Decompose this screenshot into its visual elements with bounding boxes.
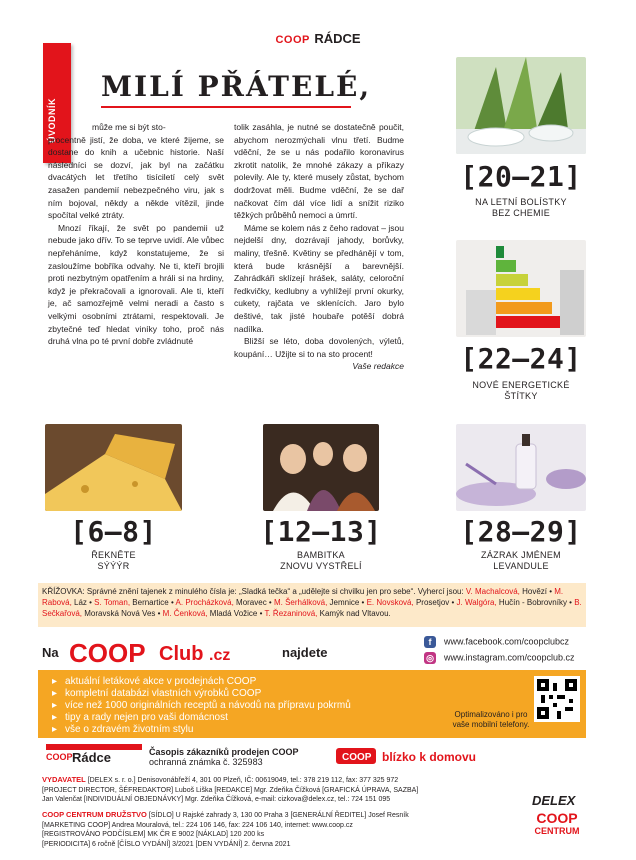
winner-name: V. Machalcová, bbox=[465, 587, 523, 596]
caption-cheese bbox=[45, 550, 182, 572]
winner-place: Kamýk nad Vltavou. bbox=[319, 609, 391, 618]
caption-line: BEZ CHEMIE bbox=[491, 208, 550, 218]
blizko-k-domovu-logo bbox=[336, 746, 536, 766]
coop-imprint bbox=[42, 810, 522, 849]
caption-line: BAMBITKA bbox=[297, 550, 345, 560]
caption-line: NOVÉ ENERGETICKÉ bbox=[472, 380, 570, 390]
winner-place: Hovězí • bbox=[522, 587, 553, 596]
benefit-item: ▸ tipy a rady nejen pro vaši domácnost bbox=[52, 712, 228, 723]
winner-name: A. Procházková, bbox=[173, 598, 237, 607]
editorial-title: MILÍ PŘÁTELÉ, bbox=[101, 70, 372, 103]
benefit-item: ▸ více než 1000 originálních receptů a návodů na přípravu pokrmů bbox=[52, 700, 351, 711]
editorial-paragraph: procentně jistí, že doba, ve které žijeme, se dostane do knih a učebnic historie. Naší následníci se dozví, jak byl na začátku dvacátých let třetího tisíciletí celý svět zasažen pandemií nebezpečného viru, jak s ním bojoval, někdy a někde vítězil, jinde spočítal velké ztráty. bbox=[48, 134, 224, 221]
magazine-description bbox=[149, 747, 299, 767]
winner-place: Moravská Nová Ves • bbox=[84, 609, 161, 618]
blizko-text: blízko k domovu bbox=[382, 750, 477, 764]
title-underline bbox=[101, 106, 351, 108]
facebook-link[interactable] bbox=[424, 636, 569, 648]
benefit-item: ▸ aktuální letákové akce v prodejnách COOP bbox=[52, 676, 256, 687]
winner-name: S. Toman, bbox=[91, 598, 133, 607]
page-number-cheese: [6–8] bbox=[70, 515, 157, 548]
caption-line: ZÁZRAK JMÉNEM bbox=[481, 550, 561, 560]
caption-line: ZNOVU VYSTŘELÍ bbox=[280, 561, 362, 571]
coop-line: [SÍDLO] U Rajské zahrady 3, 130 00 Praha 3 [GENERÁLNÍ ŘEDITEL] Josef Resník bbox=[148, 812, 409, 819]
club-logo-club: Club bbox=[159, 643, 204, 665]
club-na-label: Na bbox=[42, 645, 59, 660]
club-logo-coop: COOP bbox=[69, 638, 146, 666]
cheese-photo[interactable] bbox=[45, 424, 182, 511]
blizko-coop: COOP bbox=[342, 752, 372, 763]
coop-line: [MARKETING COOP] Andrea Mouralová, tel.: 224 106 146, fax: 224 106 140, internet: www.coop.cz bbox=[42, 821, 353, 829]
caption-line: ŘEKNĚTE bbox=[91, 550, 136, 560]
coop-heading: COOP CENTRUM DRUŽSTVO bbox=[42, 810, 147, 819]
publisher-line: [PROJECT DIRECTOR, ŠÉFREDAKTOR] Luboš Liška [REDAKCE] Mgr. Zdeňka Čížková [GRAFICKÁ ÚPRAVA, SAZBA] bbox=[42, 786, 419, 794]
winner-name: M. Čenková, bbox=[160, 609, 210, 618]
page-number-lavender: [28–29] bbox=[460, 515, 582, 548]
editorial-paragraph: Máme se kolem nás z čeho radovat – jsou nejdelší dny, dozrávají jahody, borůvky, maliny, třešně. Květiny se předhánějí v tom, která bude krásnější a barevnější. Zahrádkáři sklízejí hrášek, saláty, celoroční ředkvičky, kedlubny a vyhlížejí první okurky, cukety, rajčata ve sklenících. Jaro bylo deštivé, tak jisté houbaře potěší dobrá nadílka. bbox=[234, 222, 404, 334]
caption-lavender bbox=[445, 550, 597, 572]
publisher-line: [DELEX s. r. o.] Denisovonábřeží 4, 301 00 Plzeň, IČ: 00619049, tel.: 378 219 112, fax: 377 325 972 bbox=[87, 777, 399, 784]
mobile-optimized-note: Optimalizováno i pro vaše mobilní telefony. bbox=[452, 710, 530, 729]
editorial-paragraph: Mnozí říkají, že svět po pandemii už nebude jako dřív. To se teprve uvidí. Ale vůbec nepřeháníme, když konstatujeme, že si zasloužíme bobříka odvahy. Ne ti, kteří brojili proti nezbytným opatřením a hráli si na hrdiny, když je překračovali a ignorovali. Ale ti, kteří je, ač samozřejmě velmi neradi a často s velkými osobními ztrátami, respektovali. Je zbytečné teď hledat viníky toho, proč nás druhá vlna po té první dobře zvládnuté bbox=[48, 222, 224, 347]
publisher-imprint bbox=[42, 775, 522, 805]
winner-name: E. Novsková, bbox=[364, 598, 416, 607]
magazine-line: Časopis zákazníků prodejen COOP bbox=[149, 747, 299, 757]
instagram-icon: ◎ bbox=[424, 652, 436, 664]
caption-line: NA LETNÍ BOLÍSTKY bbox=[475, 197, 567, 207]
winner-place: Jemnice • bbox=[329, 598, 365, 607]
winner-name: M. Šerhálková, bbox=[271, 598, 330, 607]
editorial-signature: Vaše redakce bbox=[352, 361, 404, 372]
editorial-paragraph: Bližší se léto, doba dovolených, výletů, koupání… Užijte si to na sto procent! bbox=[234, 336, 404, 359]
caption-line: SÝÝÝR bbox=[97, 561, 130, 571]
page-number-actors: [12–13] bbox=[260, 515, 382, 548]
facebook-icon: f bbox=[424, 636, 436, 648]
winner-name: J. Walgóra, bbox=[454, 598, 499, 607]
winner-place: Moravec • bbox=[236, 598, 272, 607]
caption-line: ŠTÍTKY bbox=[504, 391, 538, 401]
winner-place: Bernartice • bbox=[132, 598, 174, 607]
editorial-column-2 bbox=[234, 121, 404, 373]
lavender-photo[interactable] bbox=[456, 424, 586, 511]
radce-logo bbox=[46, 744, 142, 766]
winner-place: Hučín - Bobrovníky • bbox=[498, 598, 572, 607]
qr-code[interactable] bbox=[534, 676, 580, 722]
editorial-paragraph: může me si být sto- bbox=[92, 122, 166, 132]
publisher-heading: VYDAVATEL bbox=[42, 775, 86, 784]
editorial-column-1 bbox=[48, 121, 224, 348]
benefit-item: ▸ kompletní databázi vlastních výrobků COOP bbox=[52, 688, 261, 699]
page-number-energy: [22–24] bbox=[460, 342, 582, 375]
magazine-info-row bbox=[38, 742, 586, 768]
radce-logo-text: Rádce bbox=[72, 750, 112, 765]
club-logo-cz: .cz bbox=[209, 647, 231, 664]
facebook-url: www.facebook.com/coopclubcz bbox=[444, 636, 570, 647]
winner-name: M. Rabová, bbox=[42, 587, 564, 607]
crossword-intro: KŘÍŽOVKA: Správné znění tajenek z minulého čísla je: „Sladká tečka“ a „udělejte si chvilku jen pro sebe“. Vyhercí jsou: bbox=[42, 587, 464, 596]
coop-centrum-coop: COOP bbox=[536, 810, 578, 826]
caption-line: LEVANDULE bbox=[493, 561, 549, 571]
delex-logo: DELEX bbox=[532, 793, 576, 808]
coop-club-logo[interactable] bbox=[69, 638, 279, 666]
winner-place: Láz • bbox=[74, 598, 92, 607]
caption-actors bbox=[245, 550, 397, 572]
page-header bbox=[0, 30, 636, 48]
coop-centrum-logo bbox=[532, 812, 582, 838]
coop-header-logo: COOP bbox=[275, 34, 310, 46]
coop-club-row bbox=[38, 635, 586, 667]
caption-energy bbox=[445, 380, 597, 402]
club-najdete-label: najdete bbox=[282, 645, 328, 660]
radce-header-label: RÁDCE bbox=[314, 31, 361, 46]
editorial-paragraph: tolik zasáhla, je nutné se dostatečně poučit, abychom nerozmýchali vlnu třetí. Budme vděční, že se u nás podařilo koronavirus zkrotit natolik, že mnohé zákazy a příkazy polevily. Ale ty, které musely zůstat, bychom dodržovat měli. Budme vděční, že se dař načkovat čím dál více lidí a snížit riziko těžkých průběhů nemoci a úmrtí. bbox=[234, 122, 404, 221]
aloe-photo[interactable] bbox=[456, 57, 586, 154]
winner-place: Mladá Vožice • bbox=[209, 609, 263, 618]
coop-centrum-centrum: CENTRUM bbox=[534, 826, 580, 836]
coop-line: [REGISTROVÁNO PODČÍSLEM] MK ČR E 9002 [NÁKLAD] 120 200 ks bbox=[42, 831, 265, 839]
instagram-url: www.instagram.com/coopclub.cz bbox=[444, 652, 575, 663]
magazine-trademark: ochranná známka č. 325983 bbox=[149, 757, 263, 767]
instagram-link[interactable] bbox=[424, 652, 575, 664]
winner-place: Prosetjov • bbox=[415, 598, 455, 607]
energy-label-photo[interactable] bbox=[456, 240, 586, 337]
page-number-aloe: [20–21] bbox=[460, 160, 582, 193]
radce-logo-coop: COOP bbox=[46, 752, 73, 762]
publisher-line: Jan Valenčat [INDIVIDUÁLNÍ OBJEDNÁVKY] Mgr. Zdeňka Čížková, e-mail: cizkova@delex.cz, tel.: 724 151 095 bbox=[42, 796, 391, 804]
caption-aloe bbox=[445, 197, 597, 219]
winner-name: T. Řezaninová, bbox=[262, 609, 320, 618]
club-benefits-box bbox=[38, 670, 586, 738]
benefit-item: ▸ vše o zdravém životním stylu bbox=[52, 724, 193, 735]
crossword-results bbox=[38, 583, 586, 627]
coop-line: [PERIODICITA] 6 ročně [ČÍSLO VYDÁNÍ] 3/2021 [DEN VYDÁNÍ] 2. června 2021 bbox=[42, 840, 291, 848]
winner-name: B. Sečkařová, bbox=[42, 598, 582, 618]
ribbon-label: ÚVODNÍK bbox=[47, 97, 57, 143]
actors-photo[interactable] bbox=[263, 424, 379, 511]
